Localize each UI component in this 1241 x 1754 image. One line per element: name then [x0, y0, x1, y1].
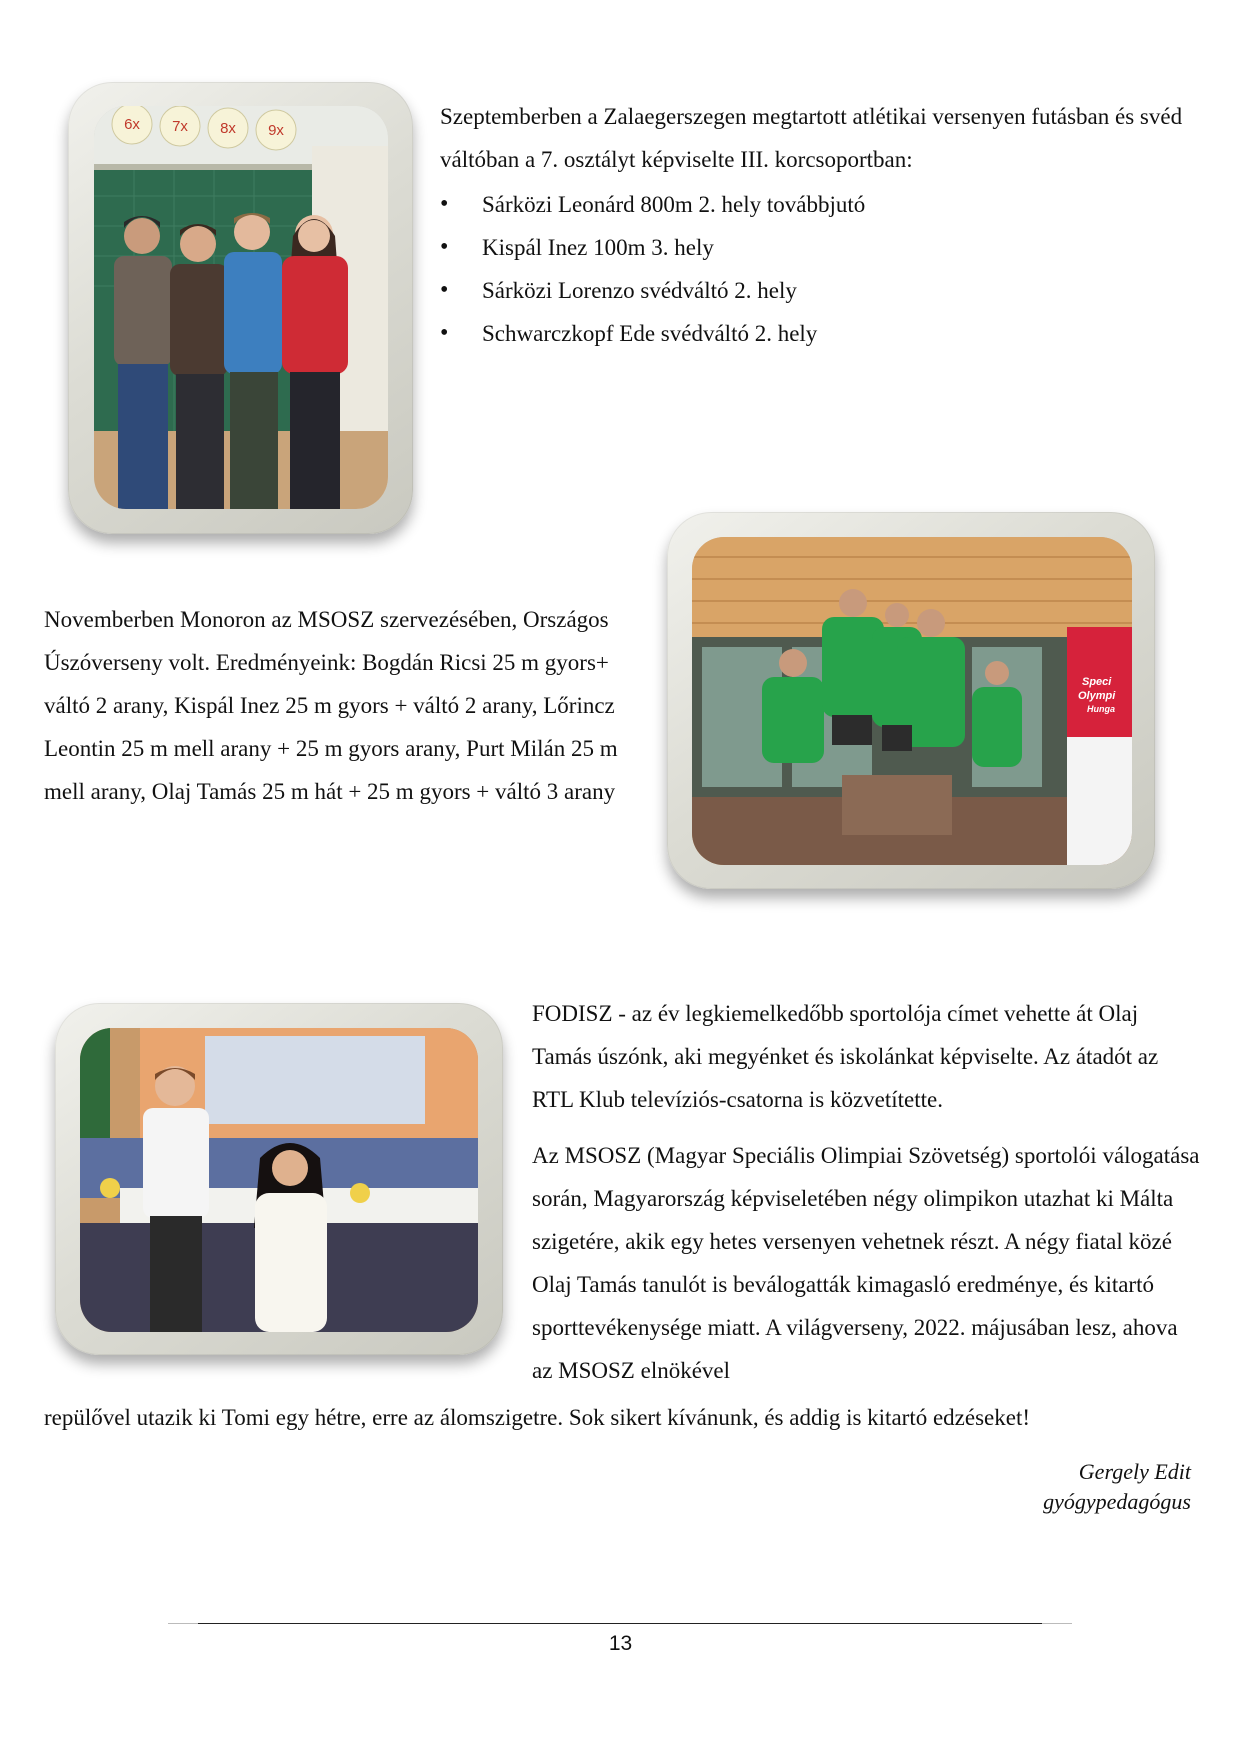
banner-line-3: Hunga — [1087, 704, 1115, 714]
badge-8x: 8x — [220, 120, 236, 137]
signature — [1043, 1457, 1191, 1517]
list-item: • Sárközi Lorenzo svédváltó 2. hely — [440, 269, 1200, 312]
section1-intro: Szeptemberben a Zalaegerszegen megtartott atlétikai versenyen futásban és svéd váltóban a 7. osztályt képviselte III. korcsoportban: — [440, 104, 1183, 172]
banner-line-2: Olympi — [1078, 690, 1116, 702]
badge-6x: 6x — [124, 116, 140, 133]
list-item: • Kispál Inez 100m 3. hely — [440, 226, 1200, 269]
footer-divider — [170, 1623, 1070, 1624]
page-number: 13 — [608, 1632, 633, 1655]
photo-swimming-podium — [692, 537, 1132, 865]
signature-role: gyógypedagógus — [1043, 1489, 1191, 1514]
banner-line-1: Speci — [1082, 676, 1112, 688]
section3-paragraph-1: FODISZ - az év legkiemelkedőbb sportolója címet vehette át Olaj Tamás úszónk, aki megyénket és iskolánkat képviselte. Az átadót az RTL Klub televíziós-csatorna is közvetítette. — [532, 1001, 1159, 1112]
list-item: • Sárközi Leonárd 800m 2. hely továbbjutó — [440, 183, 1200, 226]
section2-paragraph: Novemberben Monoron az MSOSZ szervezésében, Országos Úszóverseny volt. Eredményeink: Bogdán Ricsi 25 m gyors+ váltó 2 arany, Kispál Inez 25 m gyors + váltó 2 arany, Lőrincz Leontin 25 m mell arany + 25 m gyors arany, Purt Milán 25 m mell arany, Olaj Tamás 25 m hát + 25 m gyors + váltó 3 arany — [44, 607, 618, 804]
photo-award-ceremony — [80, 1028, 478, 1332]
section3-text-continued — [44, 1396, 1204, 1439]
badge-7x: 7x — [172, 118, 188, 135]
section1-text — [440, 95, 1200, 355]
results-list — [440, 183, 1200, 355]
section3-text — [532, 992, 1202, 1392]
photo-students-classroom — [94, 106, 388, 509]
signature-name: Gergely Edit — [1078, 1459, 1191, 1484]
section3-paragraph-2-continued: repülővel utazik ki Tomi egy hétre, erre az álomszigetre. Sok sikert kívánunk, és addig is kitartó edzéseket! — [44, 1405, 1031, 1430]
badge-9x: 9x — [268, 122, 284, 139]
section3-paragraph-2: Az MSOSZ (Magyar Speciális Olimpiai Szövetség) sportolói válogatása során, Magyarország képviseletében négy olimpikon utazhat ki Málta szigetére, akik egy hetes versenyen vehetnek részt. A négy fiatal közé Olaj Tamás tanulót is beválogatták kimagasló eredménye, és kitartó sporttevékenysége miatt. A világverseny, 2022. májusában lesz, ahova az MSOSZ elnökével — [532, 1143, 1200, 1383]
section2-text — [44, 598, 629, 813]
list-item: • Schwarczkopf Ede svédváltó 2. hely — [440, 312, 1200, 355]
